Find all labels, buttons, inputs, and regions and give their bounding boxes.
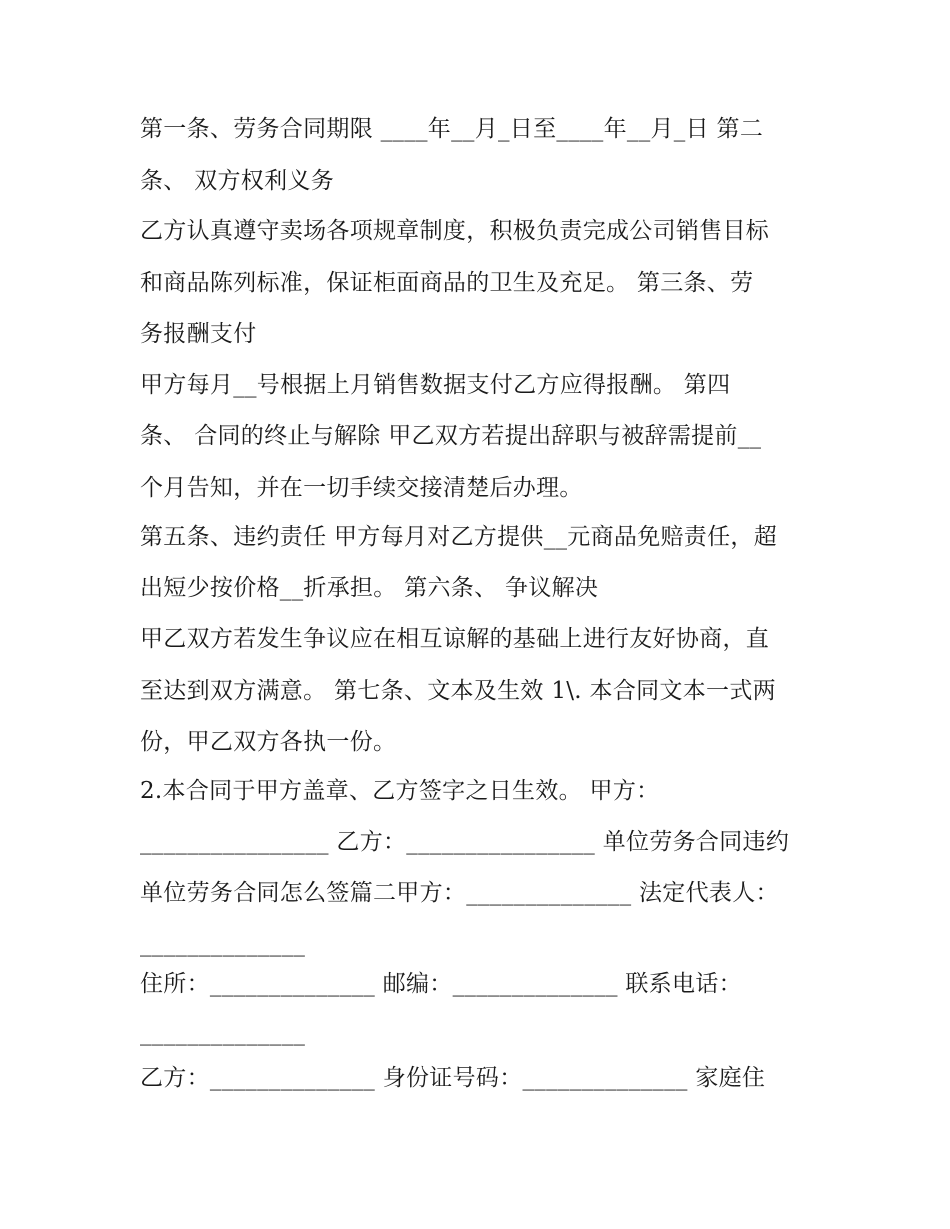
text-line: 和商品陈列标准，保证柜面商品的卫生及充足。 第三条、劳 <box>140 270 754 296</box>
text-line: 出短少按价格__折承担。 第六条、 争议解决 <box>140 575 599 601</box>
text-line: ______________ <box>140 931 306 957</box>
text-line: 条、 合同的终止与解除 甲乙双方若提出辞职与被辞需提前__ <box>140 423 762 449</box>
text-line: ______________ <box>140 1020 306 1046</box>
text-line: 第五条、违约责任 甲方每月对乙方提供__元商品免赔责任，超 <box>140 524 778 550</box>
text-line: 第一条、劳务合同期限 ____年__月_日至____年__月_日 第二 <box>140 116 764 142</box>
text-line: 条、 双方权利义务 <box>140 168 335 194</box>
text-line: 甲方每月__号根据上月销售数据支付乙方应得报酬。 第四 <box>140 372 731 398</box>
text-line: 2.本合同于甲方盖章、乙方签字之日生效。 甲方： <box>140 778 660 804</box>
text-line: ________________ 乙方：________________ 单位劳务合同违约 <box>140 829 790 855</box>
text-line: 住所：______________ 邮编：______________ 联系电话： <box>140 971 742 997</box>
text-line: 至达到双方满意。 第七条、文本及生效 1\. 本合同文本一式两 <box>140 678 776 704</box>
text-line: 乙方：______________ 身份证号码：______________ 家庭住 <box>140 1065 766 1091</box>
text-line: 个月告知，并在一切手续交接清楚后办理。 <box>140 475 583 501</box>
text-line: 甲乙双方若发生争议应在相互谅解的基础上进行友好协商，直 <box>140 626 770 652</box>
text-line: 乙方认真遵守卖场各项规章制度，积极负责完成公司销售目标 <box>140 218 770 244</box>
text-line: 单位劳务合同怎么签篇二甲方：______________ 法定代表人： <box>140 880 779 906</box>
text-line: 务报酬支付 <box>140 321 257 347</box>
text-line: 份，甲乙双方各执一份。 <box>140 729 397 755</box>
